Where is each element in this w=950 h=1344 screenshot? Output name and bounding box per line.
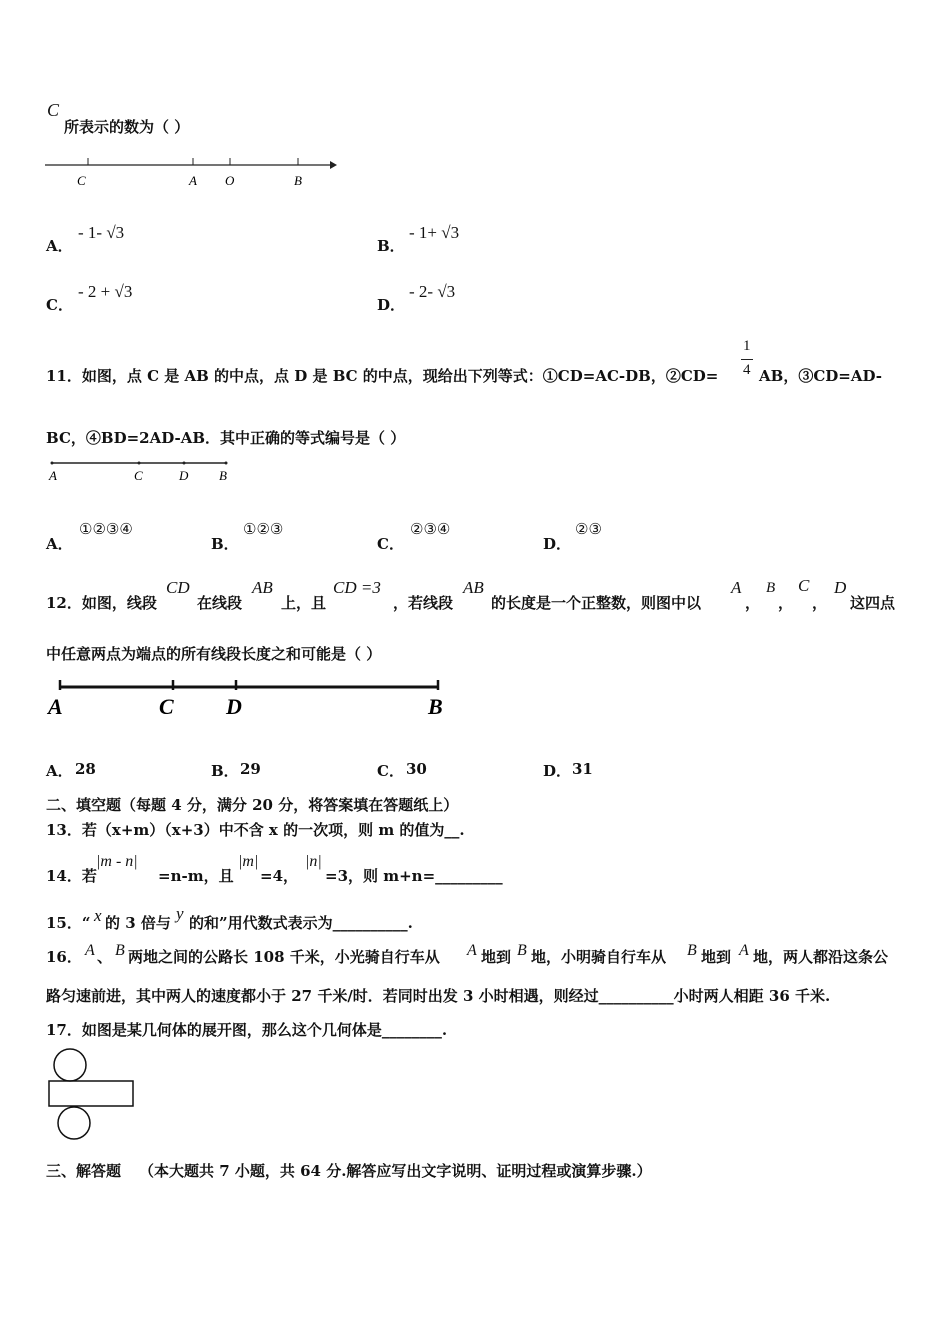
q12-option-c-letter: C． xyxy=(377,762,404,780)
q12-option-a-value: 28 xyxy=(75,760,96,778)
q12-label-b: B xyxy=(428,694,443,719)
q13-text: 13．若（x+m）（x+3）中不含 x 的一次项，则 m 的值为__. xyxy=(46,821,465,839)
q11-option-b-letter: B． xyxy=(211,535,239,553)
q14-text-2: =n-m，且 xyxy=(158,867,234,885)
q12-text-3: 上，且 xyxy=(281,594,327,612)
q11-option-d-value: ②③ xyxy=(575,520,602,538)
q11-label-d: D xyxy=(179,468,189,483)
q11-label-c: C xyxy=(134,468,143,483)
q14-abs-m: |m| xyxy=(238,853,259,870)
q12-var-cd: CD xyxy=(166,578,190,597)
q12-label-c: C xyxy=(159,694,174,719)
q12-option-c-value: 30 xyxy=(406,760,427,778)
q12-option-a-letter: A． xyxy=(46,762,73,780)
q12-comma-1: ， xyxy=(745,594,761,612)
q14-text-3: =4， xyxy=(260,867,299,885)
q15-text-2: 的 3 倍与 xyxy=(105,914,171,932)
q10-option-b-expr: - 1+ √3 xyxy=(409,223,460,242)
q10-number-line xyxy=(40,152,340,192)
q11-option-b-value: ①②③ xyxy=(243,520,284,538)
q12-option-d-value: 31 xyxy=(572,760,593,778)
q16-line2: 路匀速前进，其中两人的速度都小于 27 千米/时．若同时出发 3 小时相遇，则经过__________小时两人相距 36 千米. xyxy=(46,987,831,1005)
q12-var-cd-eq: CD =3 xyxy=(333,578,381,597)
q11-line2: BC，④BD=2AD-AB．其中正确的等式编号是（ ） xyxy=(46,429,406,447)
section3-title: 三、解答题 xyxy=(46,1162,122,1180)
q12-label-a: A xyxy=(48,694,63,719)
q12-point-b: B xyxy=(766,580,776,596)
q14-abs-m-minus-n: |m - n| xyxy=(96,853,138,870)
q14-text-1: 14．若 xyxy=(46,867,97,885)
q11-frac-bar xyxy=(741,359,753,360)
q10-option-c-expr: - 2 + √3 xyxy=(78,282,133,301)
q16-text-2: 、 xyxy=(97,948,113,966)
q10-option-d-expr: - 2- √3 xyxy=(409,282,456,301)
q10-stem-text: 所表示的数为（ ） xyxy=(64,118,190,136)
numberline-label-b: B xyxy=(294,173,302,188)
q10-option-a-expr: - 1- √3 xyxy=(78,223,125,242)
q12-point-d: D xyxy=(834,578,847,597)
q10-option-c-letter: C． xyxy=(46,296,73,314)
q12-text-6: 这四点 xyxy=(850,594,896,612)
q16-text-7: 地，两人都沿这条公 xyxy=(753,948,889,966)
q11-option-d-letter: D． xyxy=(543,535,572,553)
numberline-label-a: A xyxy=(189,173,197,188)
q15-var-y: y xyxy=(176,904,184,923)
q10-option-b-letter: B． xyxy=(377,237,405,255)
q11-frac-den: 4 xyxy=(743,362,751,378)
q16-text-4: 地到 xyxy=(481,948,512,966)
q11-option-c-letter: C． xyxy=(377,535,404,553)
q11-line1-a: 11．如图，点 C 是 AB 的中点，点 D 是 BC 的中点，现给出下列等式：①CD=AC-DB，②CD= xyxy=(46,367,719,385)
q11-option-a-value: ①②③④ xyxy=(79,520,133,538)
q11-label-a: A xyxy=(49,468,57,483)
q12-text-4: ，若线段 xyxy=(393,594,454,612)
q16-text-3: 两地之间的公路长 108 千米，小光骑自行车从 xyxy=(128,948,440,966)
q17-net-figure xyxy=(44,1046,144,1146)
q16-text-5: 地，小明骑自行车从 xyxy=(531,948,667,966)
q12-label-d: D xyxy=(226,694,242,719)
q16-var-a: A xyxy=(85,942,95,959)
q16-var-b-2: B xyxy=(517,942,527,959)
q12-option-d-letter: D． xyxy=(543,762,572,780)
q12-option-b-letter: B． xyxy=(211,762,239,780)
q11-segment-figure xyxy=(44,455,244,487)
q11-line1-b: AB，③CD=AD- xyxy=(759,367,882,385)
q16-text-1: 16． xyxy=(46,948,82,966)
q16-var-b: B xyxy=(115,942,125,959)
q12-line2: 中任意两点为端点的所有线段长度之和可能是（ ） xyxy=(46,645,382,663)
q11-option-c-value: ②③④ xyxy=(410,520,451,538)
q10-stem-var: C xyxy=(47,100,60,120)
q12-comma-3: ， xyxy=(812,594,828,612)
q17-text: 17．如图是某几何体的展开图，那么这个几何体是________. xyxy=(46,1021,448,1039)
q12-text-2: 在线段 xyxy=(197,594,243,612)
q12-text-5: 的长度是一个正整数，则图中以 xyxy=(491,594,702,612)
q16-var-b-3: B xyxy=(687,942,697,959)
q14-text-4: =3，则 m+n=_________ xyxy=(325,867,503,885)
numberline-label-o: O xyxy=(225,173,235,188)
q12-comma-2: ， xyxy=(778,594,794,612)
q11-option-a-letter: A． xyxy=(46,535,73,553)
q10-option-a-letter: A． xyxy=(46,237,73,255)
section3-note: （本大题共 7 小题，共 64 分.解答应写出文字说明、证明过程或演算步骤.） xyxy=(139,1162,652,1180)
q12-text-1: 12．如图，线段 xyxy=(46,594,157,612)
q10-option-d-letter: D． xyxy=(377,296,406,314)
q15-text-3: 的和”用代数式表示为__________. xyxy=(189,914,413,932)
q15-text-1: 15．“ xyxy=(46,914,91,932)
q14-abs-n: |n| xyxy=(305,853,322,870)
q11-frac-num: 1 xyxy=(743,338,751,354)
q12-segment-figure xyxy=(44,674,454,722)
q12-var-ab-2: AB xyxy=(463,578,484,597)
numberline-label-c: C xyxy=(77,173,86,188)
q11-label-b: B xyxy=(219,468,227,483)
q16-text-6: 地到 xyxy=(701,948,732,966)
q12-var-ab: AB xyxy=(252,578,273,597)
q12-point-a: A xyxy=(731,578,742,597)
q12-point-c: C xyxy=(798,576,810,595)
section2-title: 二、填空题（每题 4 分，满分 20 分，将答案填在答题纸上） xyxy=(46,796,459,814)
q16-var-a-3: A xyxy=(739,942,749,959)
q15-var-x: x xyxy=(94,906,102,925)
q12-option-b-value: 29 xyxy=(240,760,261,778)
q16-var-a-2: A xyxy=(467,942,477,959)
